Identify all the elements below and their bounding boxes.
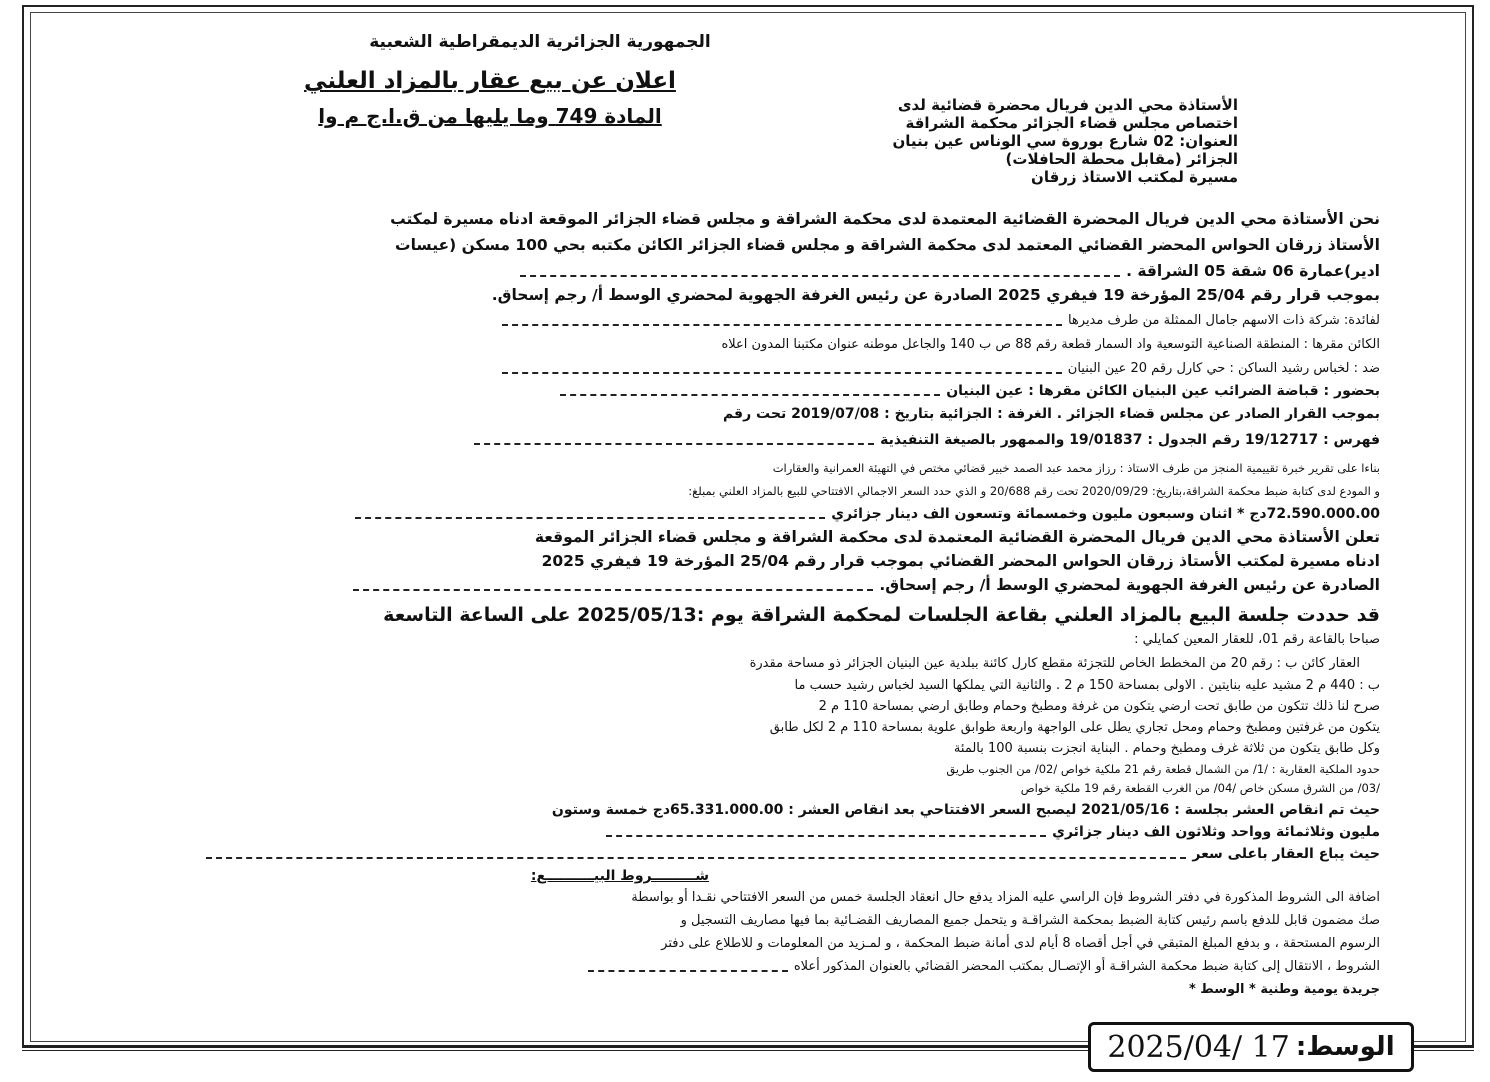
- body-line: و المودع لدى كتابة ضبط محكمة الشراقة،بتاريخ: 2020/09/29 تحت رقم 20/688 و الذي حدد السعر الاجمالي الافتتاحي للبيع بالمزاد العلني بمبلغ:: [688, 484, 1380, 498]
- body-line: لفائدة: شركة ذات الاسهم جامال الممثلة من طرف مديرها: [502, 313, 1380, 328]
- body-line: نحن الأستاذة محي الدين فريال المحضرة القضائية المعتمدة لدى محكمة الشراقة و مجلس قضاء الجزائر الموقعة ادناه مسيرة لمكتب: [390, 210, 1380, 228]
- property-description: ب : 440 م 2 مشيد عليه بنايتين . الاولى بمساحة 150 م 2 . والثانية التي يملكها السيد لخباس رشيد حسب ما: [794, 678, 1380, 693]
- bailiff-city: الجزائر (مقابل محطة الحافلات): [1005, 150, 1238, 168]
- announcement-title: اعلان عن بيع عقار بالمزاد العلني: [304, 68, 676, 94]
- conditions-text: صك مضمون قابل للدفع باسم رئيس كتابة الضبط بمحكمة الشراقـة و يتحمل جميع المصاريف القضـائية بما فيها مصاريف التسجيل و: [680, 913, 1380, 928]
- body-line: مليون وثلاثمائة وواحد وثلاثون الف دينار جزائري: [606, 824, 1380, 840]
- auction-session-line: قد حددت جلسة البيع بالمزاد العلني بقاعة الجلسات لمحكمة الشراقة يوم :2025/05/13 على الساعة التاسعة: [383, 604, 1380, 626]
- body-line: ادير)عمارة 06 شقة 05 الشراقة .: [520, 262, 1380, 280]
- republic-header: الجمهورية الجزائرية الديمقراطية الشعبية: [369, 32, 711, 52]
- bailiff-office: مسيرة لمكتب الاستاذ زرقان: [1031, 168, 1238, 186]
- body-line: بموجب القرار الصادر عن مجلس قضاء الجزائر . الغرفة : الجزائية بتاريخ : 2019/07/08 تحت رقم: [722, 406, 1380, 422]
- legal-article: المادة 749 وما يليها من ق.ا.ج م وا: [318, 104, 662, 128]
- property-boundaries: /03/ من الشرق مسكن خاص /04/ من الغرب القطعة رقم 19 ملكية خواص: [1020, 781, 1380, 795]
- body-line: ادناه مسيرة لمكتب الأستاذ زرقان الحواس المحضر القضائي بموجب قرار رقم 25/04 المؤرخة 19 فيفري 2025: [541, 552, 1380, 570]
- property-boundaries: حدود الملكية العقارية : /1/ من الشمال قطعة رقم 21 ملكية خواص /02/ من الجنوب طريق: [946, 762, 1380, 776]
- reduced-price-line: حيث تم انقاص العشر بجلسة : 2021/05/16 ليصبح السعر الافتتاحي بعد انقاص العشر : 65.331.000.00دج خمسة وستون: [551, 802, 1380, 818]
- body-line: بحضور : قباضة الضرائب عين البنيان الكائن مقرها : عين البنيان: [560, 383, 1380, 399]
- publication-date: 2025/04/ 17: [1107, 1029, 1290, 1065]
- bailiff-name: الأستاذة محي الدين فريال محضرة قضائية لدى: [897, 96, 1238, 114]
- property-description: العقار كائن ب : رقم 20 من المخطط الخاص للتجزئة مقطع كارل كائنة ببلدية عين البنيان الجزائر ذو مساحة مقدرة: [749, 656, 1360, 671]
- property-description: صرح لنا ذلك تتكون من طابق تحت ارضي يتكون من غرفة ومطبخ وحمام وطابق ارضي بمساحة 110 م 2: [818, 699, 1380, 714]
- publication-date-box: [1088, 1022, 1414, 1072]
- body-line: حيث يباع العقار باعلى سعر: [206, 846, 1380, 862]
- bailiff-jurisdiction: اختصاص مجلس قضاء الجزائر محكمة الشراقة: [905, 114, 1238, 132]
- body-line: بموجب قرار رقم 25/04 المؤرخة 19 فيفري 2025 الصادرة عن رئيس الغرفة الجهوية لمحضري الوسط أ/ رجم إسحاق.: [491, 286, 1380, 304]
- conditions-text: الشروط ، الانتقال إلى كتابة ضبط محكمة الشراقـة أو الإتصـال بمكتب المحضر القضائي بالعنوان المذكور أعلاه: [588, 959, 1380, 974]
- body-line: الأستاذ زرقان الحواس المحضر القضائي المعتمد لدى محكمة الشراقة و مجلس قضاء الجزائر الكائن مكتبه بحي 100 مسكن (عيسات: [395, 236, 1380, 254]
- property-description: وكل طابق يتكون من ثلاثة غرف ومطبخ وحمام . البناية انجزت بنسبة 100 بالمئة: [953, 741, 1380, 756]
- body-line: الكائن مقرها : المنطقة الصناعية التوسعية واد السمار قطعة رقم 88 ص ب 140 والجاعل موطنه عنوان مكتبنا المدون اعلاه: [721, 337, 1380, 352]
- body-line: صباحا بالقاعة رقم 01، للعقار المعين كمايلي :: [1134, 632, 1380, 647]
- conditions-text: اضافة الى الشروط المذكورة في دفتر الشروط فإن الراسي عليه المزاد يدفع حال انعقاد الجلسة خمس من السعر الافتتاحي نقـدا أو بواسطة: [631, 890, 1380, 905]
- conditions-text: الرسوم المستحقة ، و بدفع المبلغ المتبقي في أجل أقصاه 8 أيام لدى أمانة ضبط المحكمة ، و لمـزيد من المعلومات و للاطلاع على دفتر: [661, 936, 1380, 951]
- body-line: تعلن الأستاذة محي الدين فريال المحضرة القضائية المعتمدة لدى محكمة الشراقة و مجلس قضاء الجزائر الموقعة: [534, 528, 1380, 546]
- opening-price-line: 72.590.000.00دج * اثنان وسبعون مليون وخمسمائة وتسعون الف دينار جزائري: [355, 506, 1380, 522]
- property-description: يتكون من غرفتين ومطبخ وحمام ومحل تجاري يطل على الواجهة واربعة طوابق علوية بمساحة 110 م 2 لكل طابق: [769, 720, 1380, 735]
- body-line: بناءا على تقرير خبرة تقييمية المنجز من طرف الاستاذ : رزاز محمد عبد الصمد خبير قضائي مختص في التهيئة العمرانية والعقارات: [772, 461, 1380, 475]
- body-line: ضد : لخباس رشيد الساكن : حي كارل رقم 20 عين البنيان: [502, 361, 1380, 376]
- newspaper-label: الوسط:: [1295, 1032, 1395, 1062]
- body-line: فهرس : 19/12717 رقم الجدول : 19/01837 والممهور بالصيغة التنفيذية: [474, 432, 1380, 448]
- body-line: الصادرة عن رئيس الغرفة الجهوية لمحضري الوسط أ/ رجم إسحاق.: [353, 576, 1380, 594]
- conditions-title: شـــــــــروط البيــــــــــع:: [530, 868, 710, 884]
- newspaper-name: جريدة يومية وطنية * الوسط *: [1188, 982, 1380, 997]
- bailiff-address: العنوان: 02 شارع بوروة سي الوناس عين بنيان: [892, 132, 1238, 150]
